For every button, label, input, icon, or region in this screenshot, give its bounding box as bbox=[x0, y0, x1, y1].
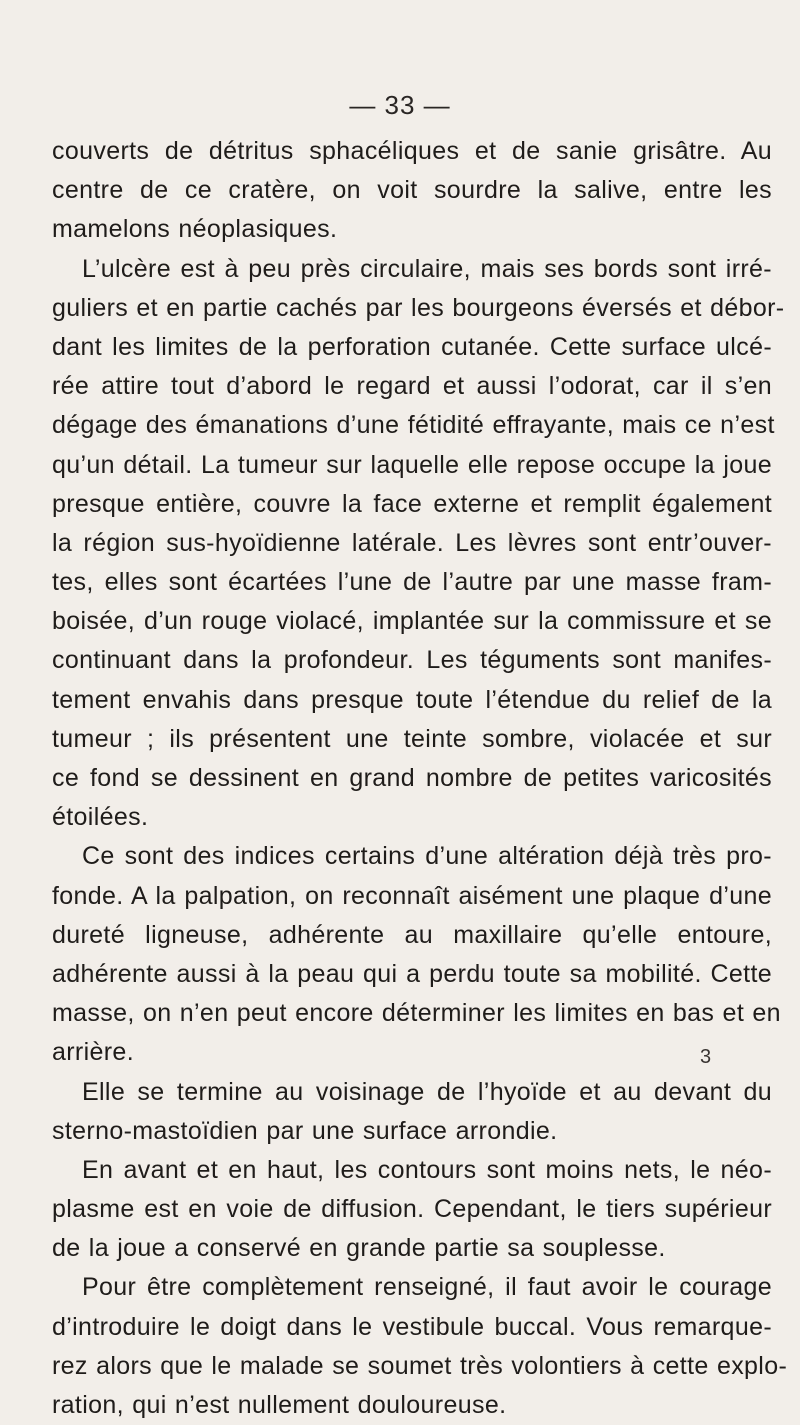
text-line: mamelons néoplasiques. bbox=[52, 215, 338, 244]
text-line: adhérente aussi à la peau qui a perdu toute sa mobilité. Cette bbox=[52, 959, 772, 988]
page-number: — 33 — bbox=[349, 90, 451, 120]
text-line: dureté ligneuse, adhérente au maxillaire qu’elle entoure, bbox=[52, 920, 772, 949]
text-line: plasme est en voie de diffusion. Cependant, le tiers supérieur bbox=[52, 1195, 772, 1224]
text-line: Ce sont des indices certains d’une altération déjà très pro- bbox=[82, 842, 772, 871]
text-line: tes, elles sont écartées l’une de l’autre par une masse fram- bbox=[52, 568, 772, 597]
text-line: ration, qui n’est nullement douloureuse. bbox=[52, 1391, 507, 1419]
text-line: d’introduire le doigt dans le vestibule buccal. Vous remarque- bbox=[52, 1312, 772, 1341]
text-line: presque entière, couvre la face externe et remplit également bbox=[52, 489, 772, 518]
text-line: la région sus-hyoïdienne latérale. Les lèvres sont entr’ouver- bbox=[52, 528, 772, 557]
text-line: ce fond se dessinent en grand nombre de petites varicosités bbox=[52, 764, 772, 792]
text-line: Pour être complètement renseigné, il faut avoir le courage bbox=[82, 1273, 772, 1302]
text-line: centre de ce cratère, on voit sourdre la salive, entre les bbox=[52, 176, 772, 205]
text-line: L’ulcère est à peu près circulaire, mais ses bords sont irré- bbox=[82, 254, 772, 283]
text-line: sterno-mastoïdien par une surface arrondie. bbox=[52, 1116, 558, 1145]
text-line: tement envahis dans presque toute l’étendue du relief de la bbox=[52, 685, 772, 714]
text-line: de la joue a conservé en grande partie sa souplesse. bbox=[52, 1234, 666, 1263]
text-line: dant les limites de la perforation cutanée. Cette surface ulcé- bbox=[52, 332, 772, 361]
text-line: arrière. bbox=[52, 1038, 134, 1067]
text-line: fonde. A la palpation, on reconnaît aisément une plaque d’une bbox=[52, 881, 772, 910]
body-text bbox=[52, 132, 788, 1425]
signature-mark: 3 bbox=[700, 1046, 712, 1068]
text-line: rée attire tout d’abord le regard et aussi l’odorat, car il s’en bbox=[52, 372, 772, 401]
text-line: En avant et en haut, les contours sont moins nets, le néo- bbox=[82, 1155, 772, 1184]
text-line: Elle se termine au voisinage de l’hyoïde et au devant du bbox=[82, 1077, 772, 1106]
text-line: qu’un détail. La tumeur sur laquelle elle repose occupe la joue bbox=[52, 450, 772, 479]
text-line: dégage des émanations d’une fétidité effrayante, mais ce n’est bbox=[52, 411, 775, 440]
text-line: boisée, d’un rouge violacé, implantée sur la commissure et se bbox=[52, 607, 772, 636]
text-line: continuant dans la profondeur. Les téguments sont manifes- bbox=[52, 646, 772, 675]
text-line: couverts de détritus sphacéliques et de sanie grisâtre. Au bbox=[52, 137, 772, 165]
text-line: masse, on n’en peut encore déterminer les limites en bas et en bbox=[52, 999, 781, 1028]
text-line: rez alors que le malade se soumet très volontiers à cette explo- bbox=[52, 1351, 788, 1380]
text-line: tumeur ; ils présentent une teinte sombre, violacée et sur bbox=[52, 724, 772, 753]
text-line: guliers et en partie cachés par les bourgeons éversés et débor- bbox=[52, 293, 785, 322]
text-line: étoilées. bbox=[52, 803, 149, 832]
